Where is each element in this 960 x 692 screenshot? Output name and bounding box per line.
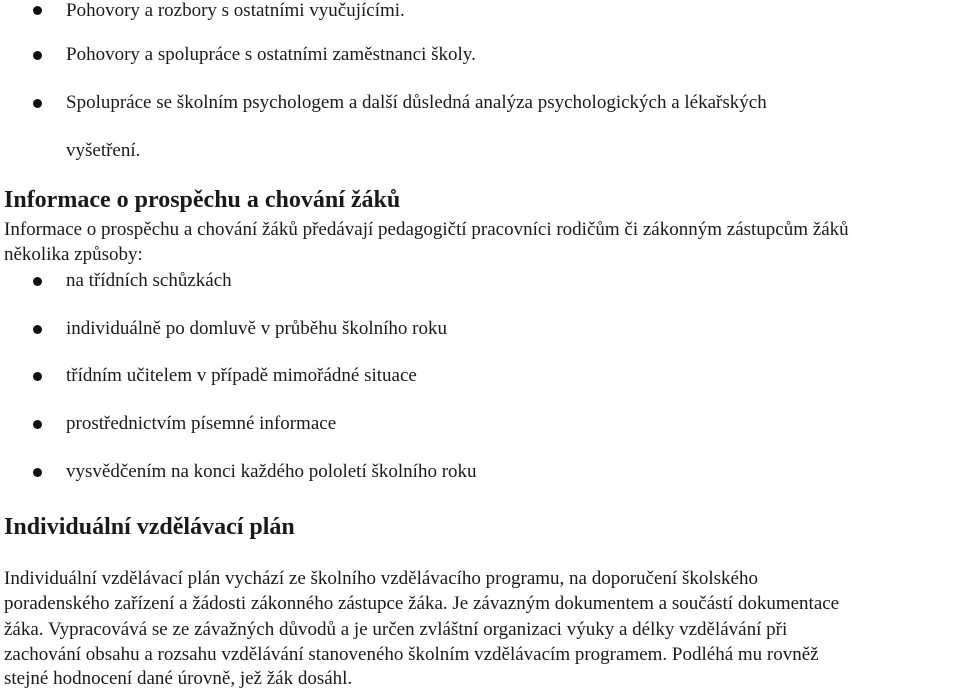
intro-line: několika způsoby:: [4, 244, 143, 265]
paragraph-line: Individuální vzdělávací plán vychází ze školního vzdělávacího programu, na doporučení školského: [4, 568, 758, 589]
list-item-text: individuálně po domluvě v průběhu školního roku: [66, 318, 448, 339]
bullet-icon: [33, 420, 42, 429]
list-item: [0, 270, 960, 300]
list-item-text: třídním učitelem v případě mimořádné situace: [66, 365, 417, 386]
list-item-text: na třídních schůzkách: [66, 270, 232, 291]
list-item: [0, 318, 960, 348]
list-item: [0, 44, 960, 74]
list-item: [0, 0, 960, 30]
list-item: [0, 413, 960, 443]
bullet-icon: [33, 6, 42, 15]
list-item-text: Pohovory a spolupráce s ostatními zaměstnanci školy.: [66, 44, 476, 65]
section-heading: Informace o prospěchu a chování žáků: [4, 187, 401, 213]
intro-line: Informace o prospěchu a chování žáků předávají pedagogičtí pracovníci rodičům či zákonným zástupcům žáků: [4, 219, 849, 240]
list-item: [0, 365, 960, 395]
paragraph-line: stejné hodnocení dané úrovně, jež žák dosáhl.: [4, 668, 353, 689]
section-heading: Individuální vzdělávací plán: [4, 514, 295, 540]
list-item-text: Spolupráce se školním psychologem a další důsledná analýza psychologických a lékařských: [66, 92, 767, 113]
paragraph-line: zachování obsahu a rozsahu vzdělávání stanoveného školním vzdělávacím programem. Podléhá mu rovněž: [4, 644, 819, 665]
list-item: [0, 461, 960, 491]
list-item-text: Pohovory a rozbory s ostatními vyučujícími.: [66, 0, 405, 21]
list-item-text: prostřednictvím písemné informace: [66, 413, 337, 434]
list-item: [0, 92, 960, 122]
bullet-icon: [33, 51, 42, 60]
bullet-icon: [33, 99, 42, 108]
bullet-icon: [33, 372, 42, 381]
list-item-continuation: vyšetření.: [66, 140, 141, 161]
paragraph-line: poradenského zařízení a žádosti zákonného zástupce žáka. Je závazným dokumentem a součástí dokumentace: [4, 593, 840, 614]
bullet-icon: [33, 468, 42, 477]
paragraph-line: žáka. Vypracovává se ze závažných důvodů a je určen zvláštní organizaci výuky a délky vzdělávání při: [4, 619, 788, 640]
bullet-icon: [33, 325, 42, 334]
list-item-text: vysvědčením na konci každého pololetí školního roku: [66, 461, 477, 482]
bullet-icon: [33, 277, 42, 286]
